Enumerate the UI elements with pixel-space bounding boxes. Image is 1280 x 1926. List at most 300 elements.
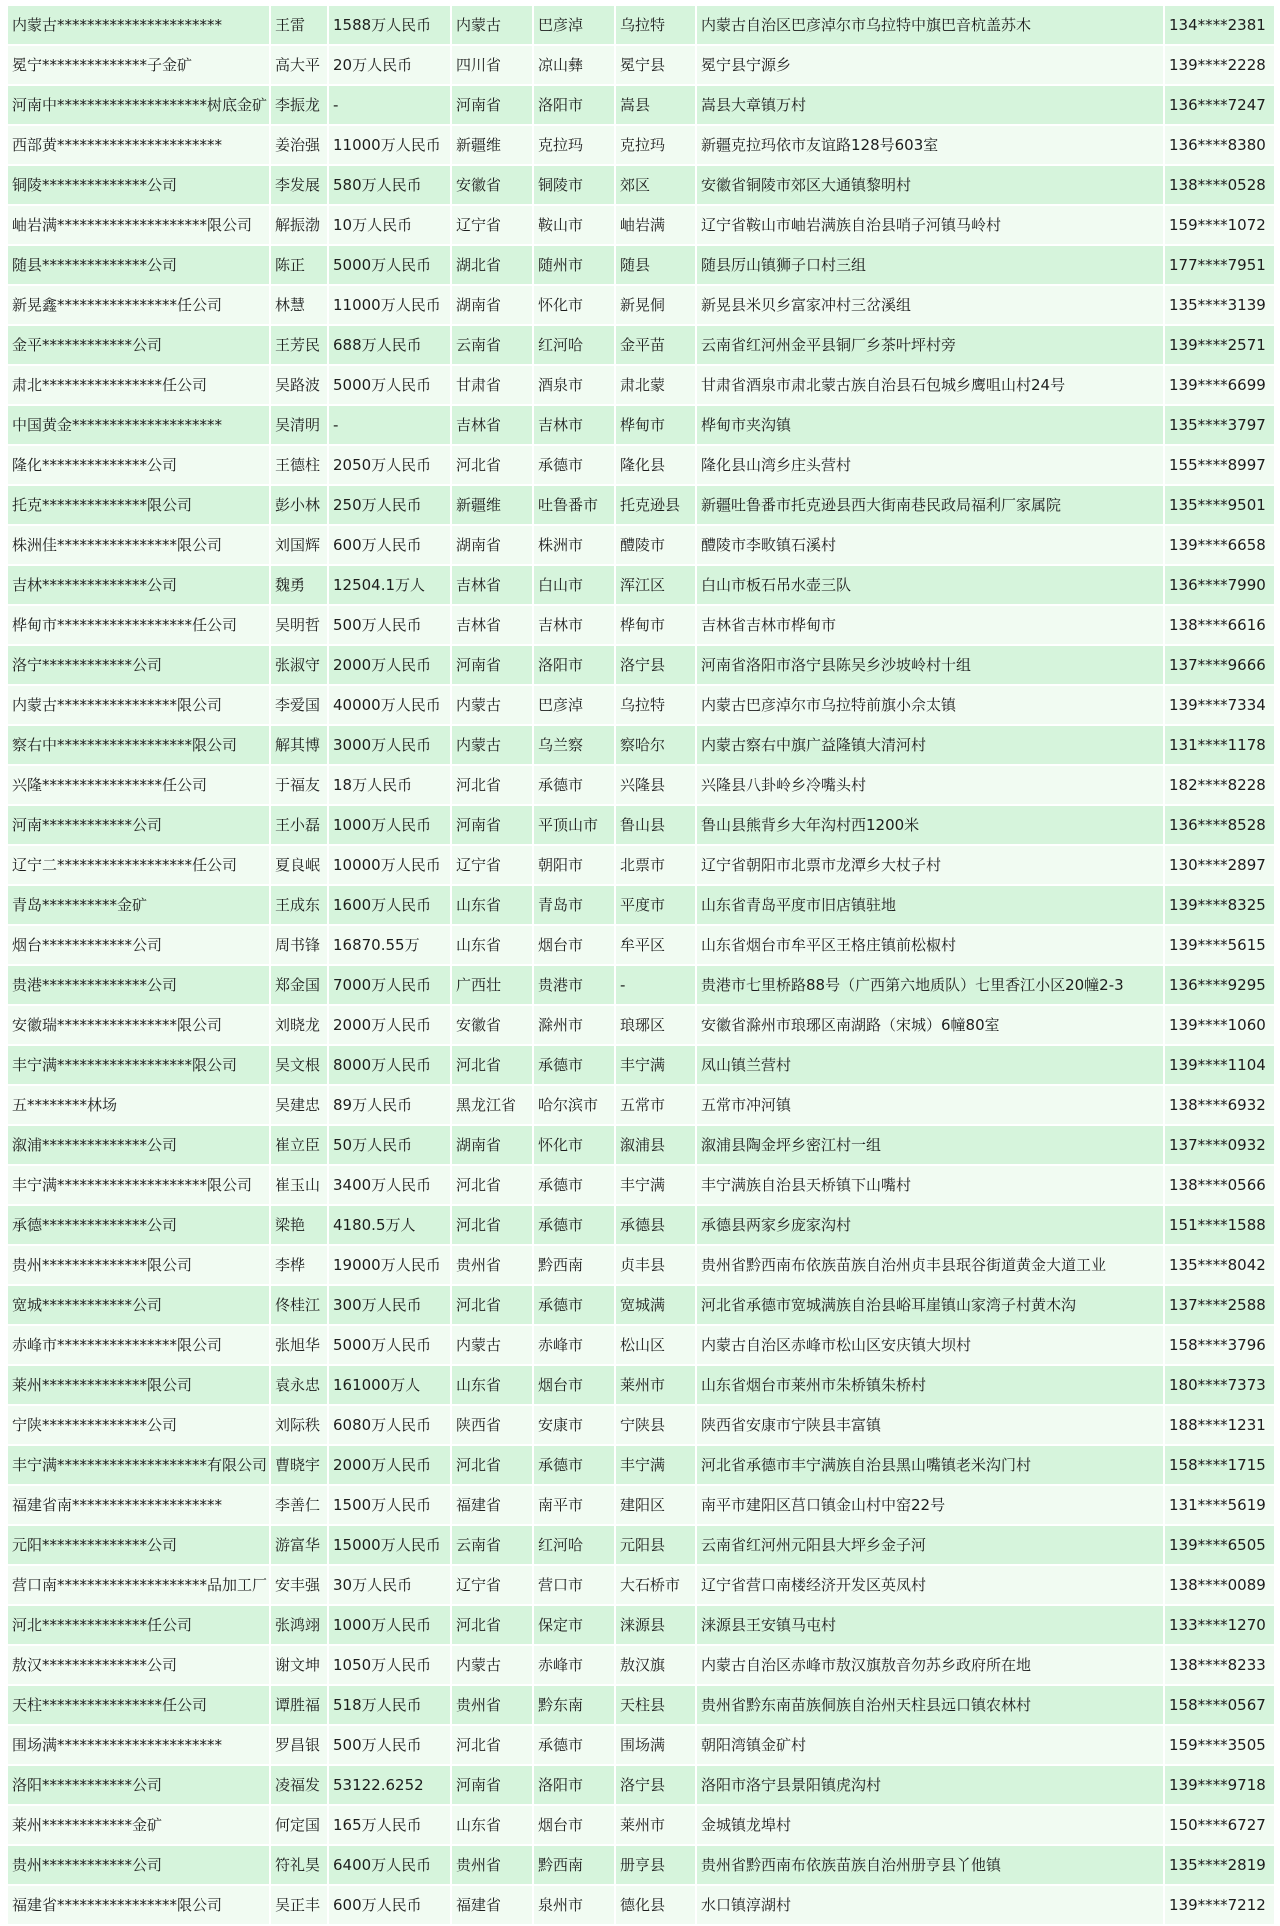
- registered-capital-cell: 1600万人民币: [329, 886, 450, 924]
- address-cell: 山东省烟台市莱州市朱桥镇朱桥村: [697, 1366, 1163, 1404]
- province-cell: 湖南省: [452, 286, 532, 324]
- province-cell: 吉林省: [452, 566, 532, 604]
- district-cell: -: [616, 966, 695, 1004]
- company-name-cell: 福建省****************限公司: [8, 1886, 269, 1924]
- registered-capital-cell: 2000万人民币: [329, 646, 450, 684]
- company-name-cell: 中国黄金********************: [8, 406, 269, 444]
- legal-person-cell: 罗昌银: [271, 1726, 327, 1764]
- district-cell: 乌拉特: [616, 686, 695, 724]
- address-cell: 新疆克拉玛依市友谊路128号603室: [697, 126, 1163, 164]
- registered-capital-cell: 1500万人民币: [329, 1486, 450, 1524]
- district-cell: 平度市: [616, 886, 695, 924]
- province-cell: 河南省: [452, 86, 532, 124]
- registered-capital-cell: 8000万人民币: [329, 1046, 450, 1084]
- company-name-cell: 岫岩满********************限公司: [8, 206, 269, 244]
- address-cell: 贵州省黔西南布依族苗族自治州册亨县丫他镇: [697, 1846, 1163, 1884]
- city-cell: 巴彦淖: [534, 686, 614, 724]
- district-cell: 德化县: [616, 1886, 695, 1924]
- registered-capital-cell: 2050万人民币: [329, 446, 450, 484]
- province-cell: 吉林省: [452, 606, 532, 644]
- province-cell: 内蒙古: [452, 686, 532, 724]
- company-name-cell: 天柱****************任公司: [8, 1686, 269, 1724]
- district-cell: 托克逊县: [616, 486, 695, 524]
- district-cell: 宁陕县: [616, 1406, 695, 1444]
- phone-cell: 138****6932: [1165, 1086, 1274, 1124]
- table-row: [8, 1086, 1274, 1124]
- table-row: [8, 406, 1274, 444]
- legal-person-cell: 何定国: [271, 1806, 327, 1844]
- city-cell: 保定市: [534, 1606, 614, 1644]
- company-name-cell: 河南中********************树底金矿: [8, 86, 269, 124]
- table-row: [8, 646, 1274, 684]
- company-name-cell: 察右中******************限公司: [8, 726, 269, 764]
- district-cell: 醴陵市: [616, 526, 695, 564]
- registered-capital-cell: 1000万人民币: [329, 1606, 450, 1644]
- district-cell: 承德县: [616, 1206, 695, 1244]
- province-cell: 湖南省: [452, 526, 532, 564]
- city-cell: 洛阳市: [534, 86, 614, 124]
- province-cell: 山东省: [452, 1806, 532, 1844]
- city-cell: 红河哈: [534, 1526, 614, 1564]
- registered-capital-cell: 165万人民币: [329, 1806, 450, 1844]
- province-cell: 河北省: [452, 1446, 532, 1484]
- registered-capital-cell: 3400万人民币: [329, 1166, 450, 1204]
- phone-cell: 139****6658: [1165, 526, 1274, 564]
- address-cell: 安徽省铜陵市郊区大通镇黎明村: [697, 166, 1163, 204]
- address-cell: 水口镇淳湖村: [697, 1886, 1163, 1924]
- city-cell: 酒泉市: [534, 366, 614, 404]
- legal-person-cell: 崔玉山: [271, 1166, 327, 1204]
- company-name-cell: 贵州**************限公司: [8, 1246, 269, 1284]
- legal-person-cell: 吴建忠: [271, 1086, 327, 1124]
- registered-capital-cell: -: [329, 406, 450, 444]
- registered-capital-cell: 12504.1万人: [329, 566, 450, 604]
- address-cell: 新晃县米贝乡富家冲村三岔溪组: [697, 286, 1163, 324]
- phone-cell: 182****8228: [1165, 766, 1274, 804]
- district-cell: 北票市: [616, 846, 695, 884]
- province-cell: 内蒙古: [452, 1326, 532, 1364]
- table-row: [8, 1366, 1274, 1404]
- table-row: [8, 446, 1274, 484]
- legal-person-cell: 符礼昊: [271, 1846, 327, 1884]
- phone-cell: 180****7373: [1165, 1366, 1274, 1404]
- address-cell: 隆化县山湾乡庄头营村: [697, 446, 1163, 484]
- district-cell: 随县: [616, 246, 695, 284]
- legal-person-cell: 凌福发: [271, 1766, 327, 1804]
- city-cell: 鞍山市: [534, 206, 614, 244]
- legal-person-cell: 姜治强: [271, 126, 327, 164]
- table-row: [8, 246, 1274, 284]
- district-cell: 琅琊区: [616, 1006, 695, 1044]
- province-cell: 福建省: [452, 1486, 532, 1524]
- company-name-cell: 金平************公司: [8, 326, 269, 364]
- phone-cell: 139****8325: [1165, 886, 1274, 924]
- province-cell: 广西壮: [452, 966, 532, 1004]
- registered-capital-cell: 10万人民币: [329, 206, 450, 244]
- address-cell: 南平市建阳区莒口镇金山村中窑22号: [697, 1486, 1163, 1524]
- city-cell: 泉州市: [534, 1886, 614, 1924]
- address-cell: 山东省青岛平度市旧店镇驻地: [697, 886, 1163, 924]
- address-cell: 冕宁县宁源乡: [697, 46, 1163, 84]
- company-name-cell: 安徽瑞****************限公司: [8, 1006, 269, 1044]
- province-cell: 河北省: [452, 446, 532, 484]
- table-row: [8, 886, 1274, 924]
- district-cell: 岫岩满: [616, 206, 695, 244]
- table-row: [8, 1406, 1274, 1444]
- company-name-cell: 承德**************公司: [8, 1206, 269, 1244]
- legal-person-cell: 于福友: [271, 766, 327, 804]
- registered-capital-cell: 40000万人民币: [329, 686, 450, 724]
- table-row: [8, 846, 1274, 884]
- address-cell: 嵩县大章镇万村: [697, 86, 1163, 124]
- company-name-cell: 莱州************金矿: [8, 1806, 269, 1844]
- registered-capital-cell: 600万人民币: [329, 1886, 450, 1924]
- city-cell: 烟台市: [534, 1366, 614, 1404]
- table-row: [8, 206, 1274, 244]
- registered-capital-cell: 5000万人民币: [329, 366, 450, 404]
- table-row: [8, 1526, 1274, 1564]
- address-cell: 河北省承德市丰宁满族自治县黑山嘴镇老米沟门村: [697, 1446, 1163, 1484]
- city-cell: 黔西南: [534, 1846, 614, 1884]
- province-cell: 河北省: [452, 1606, 532, 1644]
- registered-capital-cell: 4180.5万人: [329, 1206, 450, 1244]
- phone-cell: 135****3139: [1165, 286, 1274, 324]
- phone-cell: 138****0089: [1165, 1566, 1274, 1604]
- phone-cell: 136****8528: [1165, 806, 1274, 844]
- province-cell: 贵州省: [452, 1686, 532, 1724]
- company-name-cell: 敖汉**************公司: [8, 1646, 269, 1684]
- city-cell: 乌兰察: [534, 726, 614, 764]
- city-cell: 吐鲁番市: [534, 486, 614, 524]
- table-row: [8, 1446, 1274, 1484]
- legal-person-cell: 彭小林: [271, 486, 327, 524]
- address-cell: 陕西省安康市宁陕县丰富镇: [697, 1406, 1163, 1444]
- registered-capital-cell: 89万人民币: [329, 1086, 450, 1124]
- district-cell: 莱州市: [616, 1806, 695, 1844]
- legal-person-cell: 张鸿翊: [271, 1606, 327, 1644]
- table-row: [8, 1646, 1274, 1684]
- phone-cell: 131****1178: [1165, 726, 1274, 764]
- district-cell: 肃北蒙: [616, 366, 695, 404]
- district-cell: 涞源县: [616, 1606, 695, 1644]
- province-cell: 辽宁省: [452, 846, 532, 884]
- province-cell: 内蒙古: [452, 726, 532, 764]
- legal-person-cell: 吴路波: [271, 366, 327, 404]
- legal-person-cell: 王成东: [271, 886, 327, 924]
- city-cell: 承德市: [534, 1726, 614, 1764]
- city-cell: 洛阳市: [534, 1766, 614, 1804]
- city-cell: 烟台市: [534, 1806, 614, 1844]
- company-name-cell: 丰宁满******************限公司: [8, 1046, 269, 1084]
- legal-person-cell: 吴明哲: [271, 606, 327, 644]
- registered-capital-cell: 5000万人民币: [329, 246, 450, 284]
- table-row: [8, 1326, 1274, 1364]
- company-name-cell: 内蒙古**********************: [8, 6, 269, 44]
- legal-person-cell: 谭胜福: [271, 1686, 327, 1724]
- province-cell: 云南省: [452, 1526, 532, 1564]
- legal-person-cell: 高大平: [271, 46, 327, 84]
- province-cell: 吉林省: [452, 406, 532, 444]
- province-cell: 内蒙古: [452, 1646, 532, 1684]
- company-name-cell: 莱州**************限公司: [8, 1366, 269, 1404]
- phone-cell: 136****7990: [1165, 566, 1274, 604]
- province-cell: 云南省: [452, 326, 532, 364]
- company-name-cell: 河北**************任公司: [8, 1606, 269, 1644]
- registered-capital-cell: 1588万人民币: [329, 6, 450, 44]
- city-cell: 承德市: [534, 766, 614, 804]
- table-row: [8, 486, 1274, 524]
- company-name-cell: 溆浦**************公司: [8, 1126, 269, 1164]
- phone-cell: 136****7247: [1165, 86, 1274, 124]
- address-cell: 随县厉山镇狮子口村三组: [697, 246, 1163, 284]
- city-cell: 吉林市: [534, 406, 614, 444]
- legal-person-cell: 曹晓宇: [271, 1446, 327, 1484]
- company-name-cell: 辽宁二******************任公司: [8, 846, 269, 884]
- table-row: [8, 1246, 1274, 1284]
- province-cell: 新疆维: [452, 126, 532, 164]
- legal-person-cell: 游富华: [271, 1526, 327, 1564]
- province-cell: 福建省: [452, 1886, 532, 1924]
- district-cell: 洛宁县: [616, 646, 695, 684]
- legal-person-cell: 李振龙: [271, 86, 327, 124]
- legal-person-cell: 安丰强: [271, 1566, 327, 1604]
- district-cell: 浑江区: [616, 566, 695, 604]
- company-name-cell: 烟台************公司: [8, 926, 269, 964]
- legal-person-cell: 解其博: [271, 726, 327, 764]
- company-name-cell: 赤峰市****************限公司: [8, 1326, 269, 1364]
- phone-cell: 135****8042: [1165, 1246, 1274, 1284]
- registered-capital-cell: 6400万人民币: [329, 1846, 450, 1884]
- address-cell: 贵港市七里桥路88号（广西第六地质队）七里香江小区20幢2-3: [697, 966, 1163, 1004]
- legal-person-cell: 袁永忠: [271, 1366, 327, 1404]
- phone-cell: 135****3797: [1165, 406, 1274, 444]
- district-cell: 册亨县: [616, 1846, 695, 1884]
- legal-person-cell: 吴清明: [271, 406, 327, 444]
- district-cell: 金平苗: [616, 326, 695, 364]
- registered-capital-cell: 30万人民币: [329, 1566, 450, 1604]
- registered-capital-cell: 50万人民币: [329, 1126, 450, 1164]
- province-cell: 辽宁省: [452, 1566, 532, 1604]
- address-cell: 内蒙古自治区巴彦淖尔市乌拉特中旗巴音杭盖苏木: [697, 6, 1163, 44]
- province-cell: 安徽省: [452, 1006, 532, 1044]
- legal-person-cell: 郑金国: [271, 966, 327, 1004]
- phone-cell: 188****1231: [1165, 1406, 1274, 1444]
- table-row: [8, 966, 1274, 1004]
- table-row: [8, 1726, 1274, 1764]
- district-cell: 桦甸市: [616, 606, 695, 644]
- address-cell: 辽宁省鞍山市岫岩满族自治县哨子河镇马岭村: [697, 206, 1163, 244]
- phone-cell: 136****9295: [1165, 966, 1274, 1004]
- district-cell: 兴隆县: [616, 766, 695, 804]
- province-cell: 贵州省: [452, 1246, 532, 1284]
- registered-capital-cell: 1000万人民币: [329, 806, 450, 844]
- table-row: [8, 1126, 1274, 1164]
- legal-person-cell: 解振渤: [271, 206, 327, 244]
- registered-capital-cell: 53122.6252: [329, 1766, 450, 1804]
- table-row: [8, 326, 1274, 364]
- province-cell: 陕西省: [452, 1406, 532, 1444]
- phone-cell: 139****7212: [1165, 1886, 1274, 1924]
- registered-capital-cell: 500万人民币: [329, 1726, 450, 1764]
- district-cell: 冕宁县: [616, 46, 695, 84]
- table-row: [8, 1886, 1274, 1924]
- city-cell: 南平市: [534, 1486, 614, 1524]
- table-row: [8, 1566, 1274, 1604]
- registered-capital-cell: 3000万人民币: [329, 726, 450, 764]
- phone-cell: 139****6505: [1165, 1526, 1274, 1564]
- province-cell: 贵州省: [452, 1846, 532, 1884]
- company-name-cell: 西部黄**********************: [8, 126, 269, 164]
- phone-cell: 139****7334: [1165, 686, 1274, 724]
- province-cell: 安徽省: [452, 166, 532, 204]
- phone-cell: 135****9501: [1165, 486, 1274, 524]
- phone-cell: 155****8997: [1165, 446, 1274, 484]
- registered-capital-cell: 5000万人民币: [329, 1326, 450, 1364]
- registered-capital-cell: 16870.55万: [329, 926, 450, 964]
- city-cell: 巴彦淖: [534, 6, 614, 44]
- legal-person-cell: 吴文根: [271, 1046, 327, 1084]
- table-row: [8, 6, 1274, 44]
- city-cell: 黔东南: [534, 1686, 614, 1724]
- district-cell: 围场满: [616, 1726, 695, 1764]
- company-name-cell: 铜陵**************公司: [8, 166, 269, 204]
- table-row: [8, 526, 1274, 564]
- registered-capital-cell: 18万人民币: [329, 766, 450, 804]
- legal-person-cell: 陈正: [271, 246, 327, 284]
- phone-cell: 139****9718: [1165, 1766, 1274, 1804]
- phone-cell: 138****0566: [1165, 1166, 1274, 1204]
- address-cell: 凤山镇兰营村: [697, 1046, 1163, 1084]
- legal-person-cell: 刘际秩: [271, 1406, 327, 1444]
- company-name-cell: 托克**************限公司: [8, 486, 269, 524]
- province-cell: 河北省: [452, 1726, 532, 1764]
- city-cell: 朝阳市: [534, 846, 614, 884]
- registered-capital-cell: -: [329, 86, 450, 124]
- phone-cell: 134****2381: [1165, 6, 1274, 44]
- company-name-cell: 五********林场: [8, 1086, 269, 1124]
- table-row: [8, 1766, 1274, 1804]
- phone-cell: 137****2588: [1165, 1286, 1274, 1324]
- city-cell: 铜陵市: [534, 166, 614, 204]
- table-row: [8, 726, 1274, 764]
- district-cell: 克拉玛: [616, 126, 695, 164]
- phone-cell: 159****3505: [1165, 1726, 1274, 1764]
- company-name-cell: 内蒙古****************限公司: [8, 686, 269, 724]
- table-row: [8, 1846, 1274, 1884]
- district-cell: 建阳区: [616, 1486, 695, 1524]
- table-row: [8, 1046, 1274, 1084]
- city-cell: 红河哈: [534, 326, 614, 364]
- address-cell: 白山市板石吊水壶三队: [697, 566, 1163, 604]
- table-body: [8, 6, 1274, 1924]
- phone-cell: 135****2819: [1165, 1846, 1274, 1884]
- address-cell: 金城镇龙埠村: [697, 1806, 1163, 1844]
- table-row: [8, 686, 1274, 724]
- company-name-cell: 青岛**********金矿: [8, 886, 269, 924]
- province-cell: 河北省: [452, 1286, 532, 1324]
- registered-capital-cell: 15000万人民币: [329, 1526, 450, 1564]
- phone-cell: 136****8380: [1165, 126, 1274, 164]
- address-cell: 河北省承德市宽城满族自治县峪耳崖镇山家湾子村黄木沟: [697, 1286, 1163, 1324]
- legal-person-cell: 王雷: [271, 6, 327, 44]
- phone-cell: 138****0528: [1165, 166, 1274, 204]
- city-cell: 承德市: [534, 1166, 614, 1204]
- registered-capital-cell: 7000万人民币: [329, 966, 450, 1004]
- legal-person-cell: 魏勇: [271, 566, 327, 604]
- city-cell: 凉山彝: [534, 46, 614, 84]
- city-cell: 贵港市: [534, 966, 614, 1004]
- province-cell: 黑龙江省: [452, 1086, 532, 1124]
- address-cell: 涞源县王安镇马屯村: [697, 1606, 1163, 1644]
- province-cell: 湖南省: [452, 1126, 532, 1164]
- phone-cell: 139****6699: [1165, 366, 1274, 404]
- registered-capital-cell: 6080万人民币: [329, 1406, 450, 1444]
- city-cell: 怀化市: [534, 1126, 614, 1164]
- city-cell: 洛阳市: [534, 646, 614, 684]
- phone-cell: 150****6727: [1165, 1806, 1274, 1844]
- company-name-cell: 福建省南********************: [8, 1486, 269, 1524]
- registered-capital-cell: 19000万人民币: [329, 1246, 450, 1284]
- table-row: [8, 1806, 1274, 1844]
- phone-cell: 177****7951: [1165, 246, 1274, 284]
- district-cell: 牟平区: [616, 926, 695, 964]
- phone-cell: 139****2228: [1165, 46, 1274, 84]
- legal-person-cell: 林慧: [271, 286, 327, 324]
- registered-capital-cell: 1050万人民币: [329, 1646, 450, 1684]
- district-cell: 洛宁县: [616, 1766, 695, 1804]
- table-row: [8, 1486, 1274, 1524]
- district-cell: 郊区: [616, 166, 695, 204]
- registered-capital-cell: 2000万人民币: [329, 1446, 450, 1484]
- registered-capital-cell: 600万人民币: [329, 526, 450, 564]
- registered-capital-cell: 580万人民币: [329, 166, 450, 204]
- district-cell: 元阳县: [616, 1526, 695, 1564]
- company-name-cell: 新晃鑫****************任公司: [8, 286, 269, 324]
- city-cell: 平顶山市: [534, 806, 614, 844]
- table-row: [8, 46, 1274, 84]
- legal-person-cell: 张旭华: [271, 1326, 327, 1364]
- company-name-cell: 营口南********************品加工厂: [8, 1566, 269, 1604]
- address-cell: 溆浦县陶金坪乡密江村一组: [697, 1126, 1163, 1164]
- table-row: [8, 1286, 1274, 1324]
- district-cell: 丰宁满: [616, 1446, 695, 1484]
- table-row: [8, 166, 1274, 204]
- address-cell: 河南省洛阳市洛宁县陈吴乡沙坡岭村十组: [697, 646, 1163, 684]
- province-cell: 河北省: [452, 1206, 532, 1244]
- table-row: [8, 126, 1274, 164]
- registered-capital-cell: 250万人民币: [329, 486, 450, 524]
- company-name-cell: 株洲佳****************限公司: [8, 526, 269, 564]
- registered-capital-cell: 10000万人民币: [329, 846, 450, 884]
- district-cell: 桦甸市: [616, 406, 695, 444]
- city-cell: 承德市: [534, 446, 614, 484]
- company-name-cell: 丰宁满********************有限公司: [8, 1446, 269, 1484]
- district-cell: 新晃侗: [616, 286, 695, 324]
- district-cell: 乌拉特: [616, 6, 695, 44]
- address-cell: 内蒙古自治区赤峰市敖汉旗敖音勿苏乡政府所在地: [697, 1646, 1163, 1684]
- company-name-cell: 隆化**************公司: [8, 446, 269, 484]
- address-cell: 辽宁省朝阳市北票市龙潭乡大杖子村: [697, 846, 1163, 884]
- district-cell: 嵩县: [616, 86, 695, 124]
- address-cell: 五常市冲河镇: [697, 1086, 1163, 1124]
- table-row: [8, 926, 1274, 964]
- table-row: [8, 286, 1274, 324]
- company-name-cell: 宽城************公司: [8, 1286, 269, 1324]
- city-cell: 营口市: [534, 1566, 614, 1604]
- phone-cell: 137****0932: [1165, 1126, 1274, 1164]
- address-cell: 辽宁省营口南楼经济开发区英凤村: [697, 1566, 1163, 1604]
- company-name-cell: 贵港**************公司: [8, 966, 269, 1004]
